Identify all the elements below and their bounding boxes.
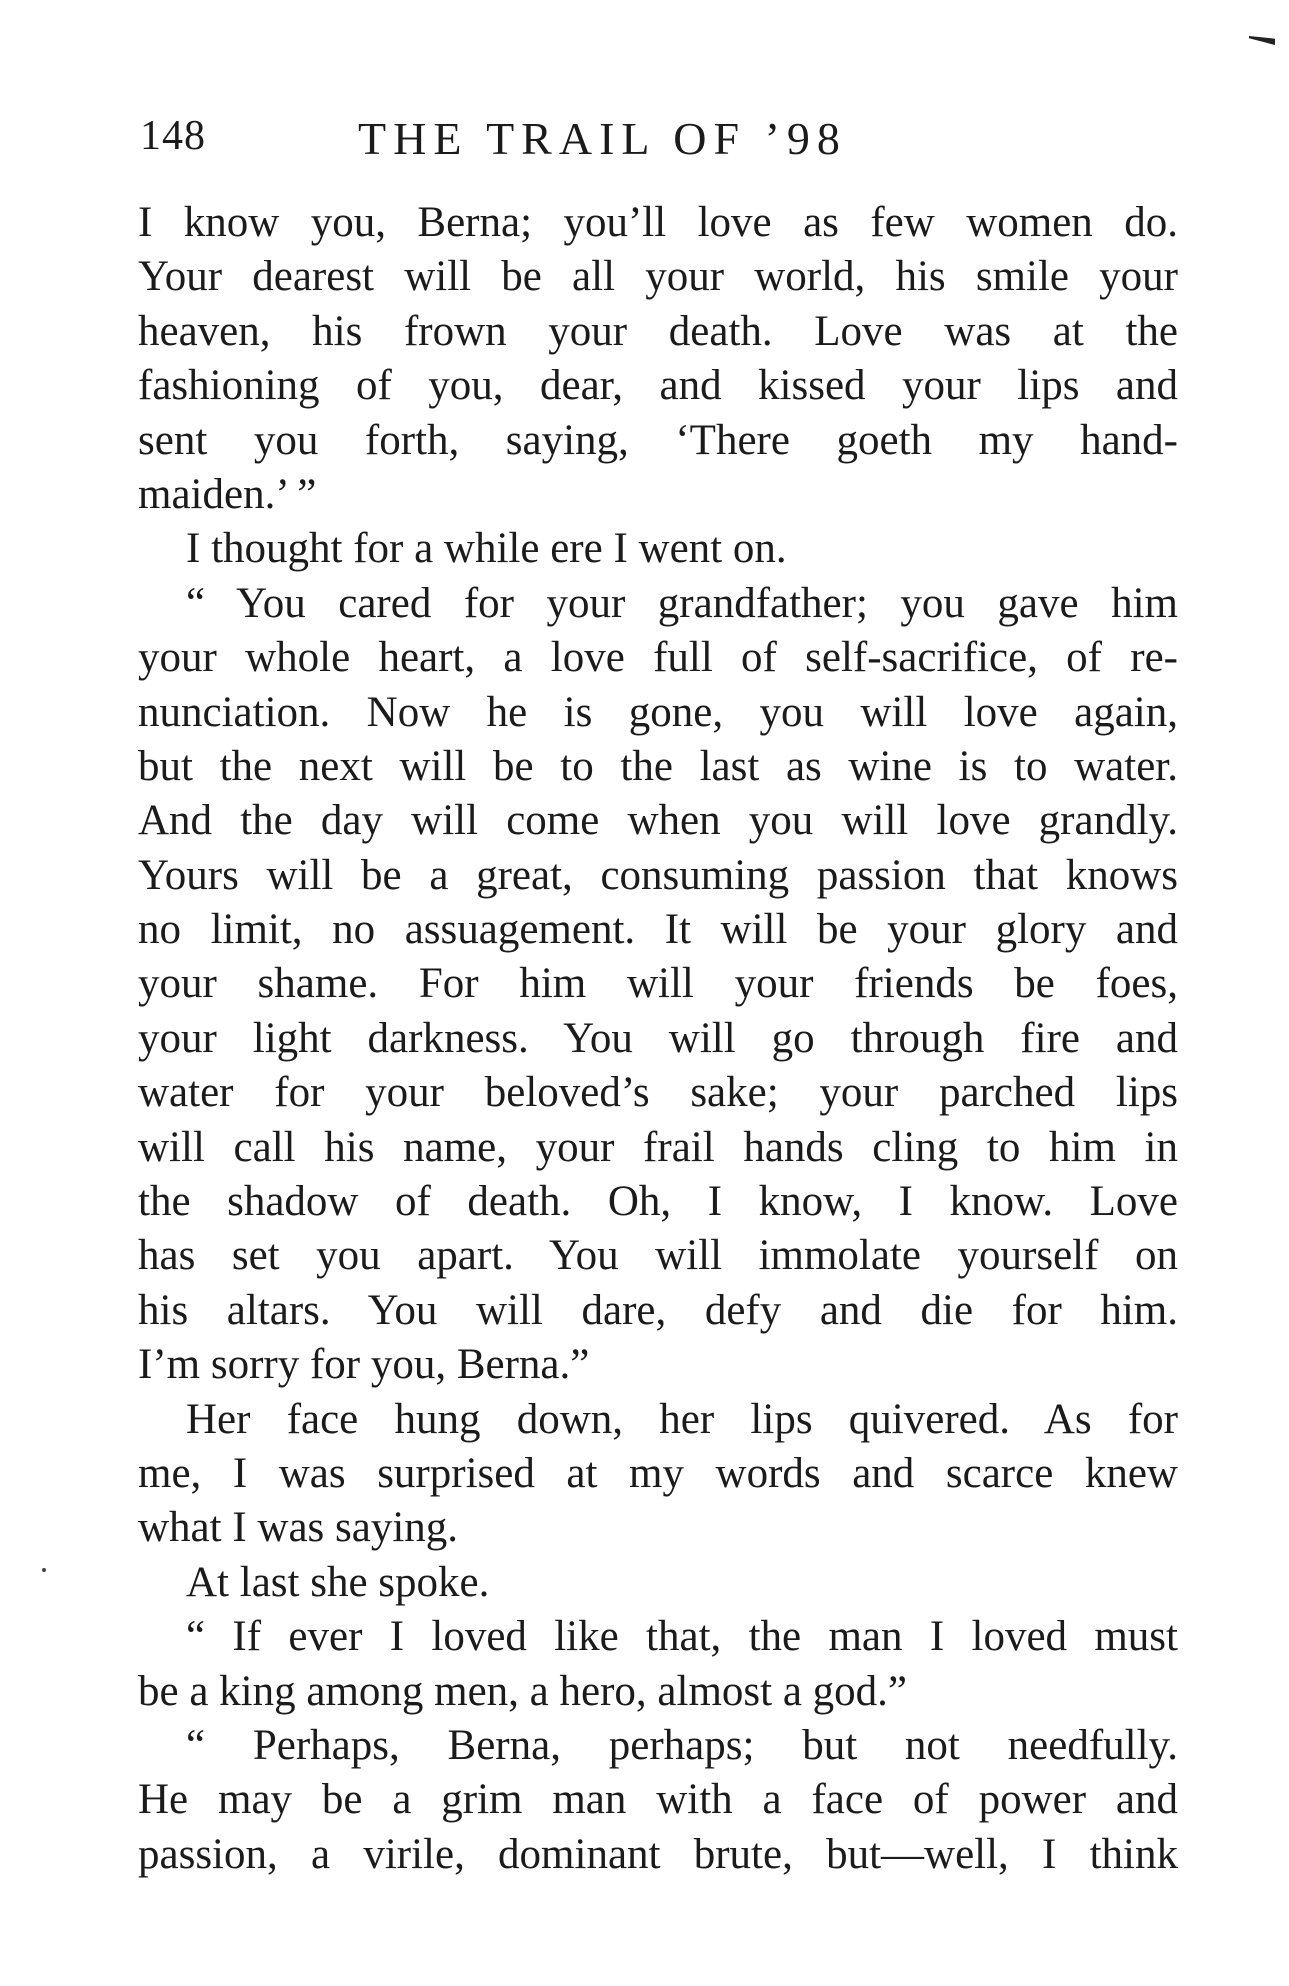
text-line: He may be a grim man with a face of power and xyxy=(138,1776,1178,1824)
page-header xyxy=(140,112,1160,168)
text-line: And the day will come when you will love grandly. xyxy=(138,797,1178,845)
text-line: I thought for a while ere I went on. xyxy=(186,525,787,573)
body-text xyxy=(138,196,1178,1882)
text-line: your shame. For him will your friends be foes, xyxy=(138,960,1178,1008)
text-line: I know you, Berna; you’ll love as few women do. xyxy=(138,199,1178,246)
text-line: heaven, his frown your death. Love was at the xyxy=(138,307,1178,355)
text-line: At last she spoke. xyxy=(186,1558,490,1606)
text-line: his altars. You will dare, defy and die for him. xyxy=(138,1286,1178,1334)
text-line: maiden.’ ” xyxy=(138,470,317,518)
paper-speck xyxy=(42,1568,46,1572)
text-line: passion, a virile, dominant brute, but—well, I think xyxy=(138,1830,1178,1878)
text-line: me, I was surprised at my words and scarce knew xyxy=(138,1449,1178,1497)
text-line: Her face hung down, her lips quivered. As for xyxy=(186,1395,1178,1443)
text-line: nunciation. Now he is gone, you will love again, xyxy=(138,688,1178,736)
text-line: has set you apart. You will immolate yourself on xyxy=(138,1232,1178,1280)
text-line: but the next will be to the last as wine is to water. xyxy=(138,742,1178,790)
text-line: I’m sorry for you, Berna.” xyxy=(138,1341,590,1389)
text-line: be a king among men, a hero, almost a god.” xyxy=(138,1667,908,1715)
text-line: no limit, no assuagement. It will be your glory and xyxy=(138,906,1178,954)
corner-mark-icon xyxy=(1249,36,1275,45)
text-line: your light darkness. You will go through fire and xyxy=(138,1014,1178,1062)
text-line: Your dearest will be all your world, his smile your xyxy=(138,253,1178,301)
text-line: water for your beloved’s sake; your parched lips xyxy=(138,1069,1178,1117)
text-line: fashioning of you, dear, and kissed your lips and xyxy=(138,362,1178,410)
text-line: the shadow of death. Oh, I know, I know. Love xyxy=(138,1178,1178,1226)
page-number: 148 xyxy=(140,113,206,159)
text-line: Yours will be a great, consuming passion that knows xyxy=(138,851,1178,899)
text-line: will call his name, your frail hands cling to him in xyxy=(138,1123,1178,1171)
text-line: what I was saying. xyxy=(138,1504,459,1552)
text-line: “ You cared for your grandfather; you gave him xyxy=(186,579,1178,627)
text-line: “ Perhaps, Berna, perhaps; but not needfully. xyxy=(186,1721,1178,1769)
text-line: sent you forth, saying, ‘There goeth my hand- xyxy=(138,416,1178,464)
running-head: THE TRAIL OF ’98 xyxy=(358,113,847,164)
text-line: your whole heart, a love full of self-sacrifice, of re- xyxy=(138,634,1178,682)
text-line: “ If ever I loved like that, the man I loved must xyxy=(186,1613,1178,1661)
